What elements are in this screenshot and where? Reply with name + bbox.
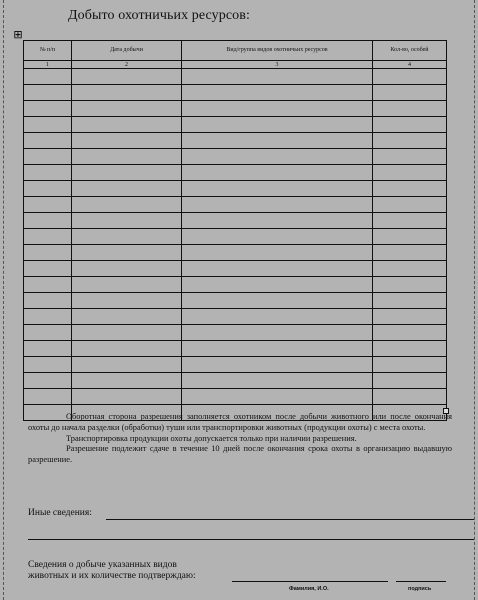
- table-cell[interactable]: [373, 229, 447, 245]
- table-cell[interactable]: [182, 149, 373, 165]
- table-cell[interactable]: [72, 261, 182, 277]
- table-row: [24, 165, 447, 181]
- table-cell[interactable]: [72, 325, 182, 341]
- note-paragraph: Транспортировка продукции охоты допускается только при наличии разрешения.: [66, 433, 357, 443]
- table-cell[interactable]: [72, 245, 182, 261]
- table-cell[interactable]: [373, 85, 447, 101]
- column-number: 1: [24, 61, 72, 69]
- table-row: [24, 69, 447, 85]
- table-cell[interactable]: [182, 245, 373, 261]
- table-cell[interactable]: [24, 325, 72, 341]
- confirm-line-1: Сведения о добыче указанных видов: [28, 560, 177, 570]
- table-cell[interactable]: [182, 197, 373, 213]
- table-cell[interactable]: [72, 341, 182, 357]
- table-cell[interactable]: [72, 277, 182, 293]
- table-row: [24, 213, 447, 229]
- table-cell[interactable]: [24, 229, 72, 245]
- table-cell[interactable]: [182, 373, 373, 389]
- table-cell[interactable]: [24, 117, 72, 133]
- harvest-table: [23, 40, 447, 421]
- header-date: Дата добычи: [72, 41, 182, 61]
- table-cell[interactable]: [182, 293, 373, 309]
- header-number: № п/п: [24, 41, 72, 61]
- table-cell[interactable]: [182, 165, 373, 181]
- table-cell[interactable]: [373, 165, 447, 181]
- table-cell[interactable]: [182, 389, 373, 405]
- table-row: [24, 373, 447, 389]
- table-cell[interactable]: [373, 149, 447, 165]
- table-row: [24, 341, 447, 357]
- table-cell[interactable]: [72, 309, 182, 325]
- table-row: [24, 293, 447, 309]
- note-paragraph: Разрешение подлежит сдаче в течение 10 дней после окончания срока охоты в организацию выдавшую разрешение.: [28, 444, 452, 465]
- column-number-row: [24, 61, 447, 69]
- table-cell[interactable]: [373, 309, 447, 325]
- table-cell[interactable]: [373, 101, 447, 117]
- table-cell[interactable]: [24, 373, 72, 389]
- table-cell[interactable]: [24, 213, 72, 229]
- table-move-handle-icon[interactable]: ⊞: [13, 28, 23, 41]
- table-cell[interactable]: [373, 373, 447, 389]
- table-cell[interactable]: [72, 133, 182, 149]
- table-cell[interactable]: [72, 149, 182, 165]
- document-page: [3, 0, 475, 600]
- table-cell[interactable]: [373, 261, 447, 277]
- table-row: [24, 325, 447, 341]
- table-cell[interactable]: [182, 85, 373, 101]
- table-cell[interactable]: [373, 293, 447, 309]
- table-cell[interactable]: [182, 213, 373, 229]
- table-cell[interactable]: [24, 357, 72, 373]
- name-line[interactable]: [232, 581, 388, 582]
- table-cell[interactable]: [24, 309, 72, 325]
- table-cell[interactable]: [182, 309, 373, 325]
- table-cell[interactable]: [72, 357, 182, 373]
- table-cell[interactable]: [72, 197, 182, 213]
- table-row: [24, 85, 447, 101]
- table-cell[interactable]: [373, 341, 447, 357]
- table-cell[interactable]: [72, 69, 182, 85]
- note-paragraph: Оборотная сторона разрешения заполняется охотником после добычи животного или после окончания охоты до начала разделки (обработки) туши или транспортировки животных (продукции охоты) с места охоты.: [28, 412, 452, 432]
- other-info-label: Иные сведения:: [28, 508, 92, 518]
- table-cell[interactable]: [72, 293, 182, 309]
- table-cell[interactable]: [373, 117, 447, 133]
- table-row: [24, 389, 447, 405]
- table-row: [24, 261, 447, 277]
- table-cell[interactable]: [24, 133, 72, 149]
- confirmation-text: [28, 560, 196, 582]
- header-species: Вид/группа видов охотничьих ресурсов: [182, 41, 373, 61]
- table-cell[interactable]: [24, 101, 72, 117]
- table-cell[interactable]: [182, 261, 373, 277]
- table-cell[interactable]: [24, 69, 72, 85]
- table-cell[interactable]: [182, 229, 373, 245]
- table-cell[interactable]: [182, 133, 373, 149]
- table-cell[interactable]: [182, 357, 373, 373]
- table-cell[interactable]: [182, 117, 373, 133]
- table-cell[interactable]: [72, 213, 182, 229]
- table-cell[interactable]: [373, 213, 447, 229]
- table-cell[interactable]: [182, 101, 373, 117]
- table-cell[interactable]: [373, 325, 447, 341]
- table-cell[interactable]: [24, 85, 72, 101]
- table-row: [24, 277, 447, 293]
- name-caption: Фамилия, И.О.: [289, 586, 329, 592]
- table-cell[interactable]: [373, 181, 447, 197]
- signature-caption: подпись: [408, 586, 432, 592]
- table-cell[interactable]: [24, 165, 72, 181]
- column-number: 3: [182, 61, 373, 69]
- table-row: [24, 181, 447, 197]
- table-cell[interactable]: [72, 101, 182, 117]
- table-row: [24, 309, 447, 325]
- table-row: [24, 133, 447, 149]
- table-cell[interactable]: [182, 181, 373, 197]
- table-cell[interactable]: [24, 389, 72, 405]
- column-number: 4: [373, 61, 447, 69]
- table-row: [24, 197, 447, 213]
- table-cell[interactable]: [182, 277, 373, 293]
- table-cell[interactable]: [182, 325, 373, 341]
- table-cell[interactable]: [24, 277, 72, 293]
- table-cell[interactable]: [24, 197, 72, 213]
- table-cell[interactable]: [182, 341, 373, 357]
- table-cell[interactable]: [373, 357, 447, 373]
- table-row: [24, 117, 447, 133]
- table-cell[interactable]: [373, 245, 447, 261]
- table-cell[interactable]: [24, 181, 72, 197]
- table-cell[interactable]: [72, 165, 182, 181]
- header-count: Кол-во, особей: [373, 41, 447, 61]
- table-cell[interactable]: [373, 69, 447, 85]
- table-cell[interactable]: [182, 69, 373, 85]
- table-cell[interactable]: [72, 181, 182, 197]
- confirm-line-2: животных и их количестве подтверждаю:: [28, 571, 196, 581]
- table-cell[interactable]: [373, 389, 447, 405]
- table-row: [24, 245, 447, 261]
- instructions-text: [28, 412, 452, 466]
- table-cell[interactable]: [24, 245, 72, 261]
- other-info-line-2[interactable]: [28, 539, 474, 540]
- table-cell[interactable]: [24, 261, 72, 277]
- table-cell[interactable]: [373, 277, 447, 293]
- table-cell[interactable]: [72, 85, 182, 101]
- page-title: Добыто охотничьих ресурсов:: [68, 8, 250, 23]
- table-cell[interactable]: [373, 197, 447, 213]
- column-number: 2: [72, 61, 182, 69]
- table-row: [24, 149, 447, 165]
- table-cell[interactable]: [24, 341, 72, 357]
- table-cell[interactable]: [72, 117, 182, 133]
- other-info-line-1[interactable]: [106, 519, 474, 520]
- table-cell[interactable]: [373, 133, 447, 149]
- signature-line[interactable]: [396, 581, 446, 582]
- table-row: [24, 101, 447, 117]
- table-row: [24, 229, 447, 245]
- table-cell[interactable]: [24, 293, 72, 309]
- table-cell[interactable]: [72, 229, 182, 245]
- table-cell[interactable]: [24, 149, 72, 165]
- table-cell[interactable]: [72, 373, 182, 389]
- table-row: [24, 357, 447, 373]
- table-cell[interactable]: [72, 389, 182, 405]
